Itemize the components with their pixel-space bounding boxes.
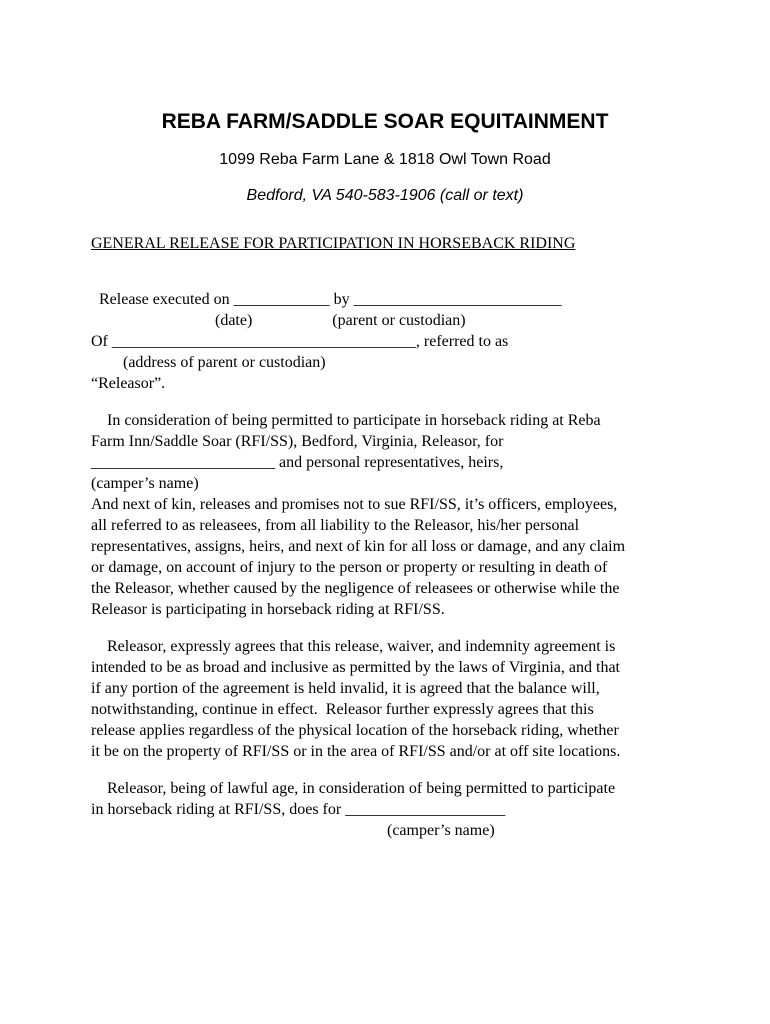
paragraph-line: Releasor is participating in horseback riding at RFI/SS. — [91, 601, 445, 618]
paragraph-line: Releasor, expressly agrees that this release, waiver, and indemnity agreement is — [91, 638, 616, 655]
camper-name-caption: (camper’s name) — [91, 822, 495, 839]
address-caption: (address of parent or custodian) — [91, 354, 326, 371]
address-line: 1099 Reba Farm Lane & 1818 Owl Town Road — [219, 151, 551, 168]
releasor-term: “Releasor”. — [91, 375, 166, 392]
paragraph-line: the Releasor, whether caused by the negligence of releasees or otherwise while the — [91, 580, 620, 597]
paragraph-line: intended to be as broad and inclusive as permitted by the laws of Virginia, and that — [91, 659, 620, 676]
paragraph-line: all referred to as releasees, from all liability to the Releasor, his/her personal — [91, 517, 580, 534]
camper-name-blank-line: in horseback riding at RFI/SS, does for ____________________ — [91, 801, 506, 818]
release-executed-line: Release executed on ____________ by __________________________ — [91, 291, 562, 308]
paragraph-line: release applies regardless of the physical location of the horseback riding, whether — [91, 722, 619, 739]
paragraph-line: notwithstanding, continue in effect. Releasor further expressly agrees that this — [91, 701, 594, 718]
paragraph-line: representatives, assigns, heirs, and next of kin for all loss or damage, and any claim — [91, 538, 626, 555]
paragraph-line: In consideration of being permitted to participate in horseback riding at Reba — [91, 412, 601, 429]
paragraph-line: Releasor, being of lawful age, in consideration of being permitted to participate — [91, 780, 616, 797]
document-title: REBA FARM/SADDLE SOAR EQUITAINMENT — [161, 110, 609, 133]
paragraph-line: And next of kin, releases and promises not to sue RFI/SS, it’s officers, employees, — [91, 496, 618, 513]
camper-name-caption: (camper’s name) — [91, 475, 199, 492]
camper-name-blank-line: _______________________ and personal representatives, heirs, — [91, 454, 504, 471]
paragraph-line: Farm Inn/Saddle Soar (RFI/SS), Bedford, Virginia, Releasor, for — [91, 433, 504, 450]
paragraph-line: or damage, on account of injury to the person or property or resulting in death of — [91, 559, 608, 576]
paragraph-line: if any portion of the agreement is held invalid, it is agreed that the balance will, — [91, 680, 600, 697]
paragraph-line: it be on the property of RFI/SS or in the area of RFI/SS and/or at off site locations. — [91, 743, 621, 760]
release-heading: GENERAL RELEASE FOR PARTICIPATION IN HORSEBACK RIDING — [91, 235, 576, 252]
date-parent-caption: (date) (parent or custodian) — [91, 312, 466, 329]
of-address-line: Of ______________________________________, referred to as — [91, 333, 509, 350]
contact-line: Bedford, VA 540-583-1906 (call or text) — [246, 187, 524, 204]
